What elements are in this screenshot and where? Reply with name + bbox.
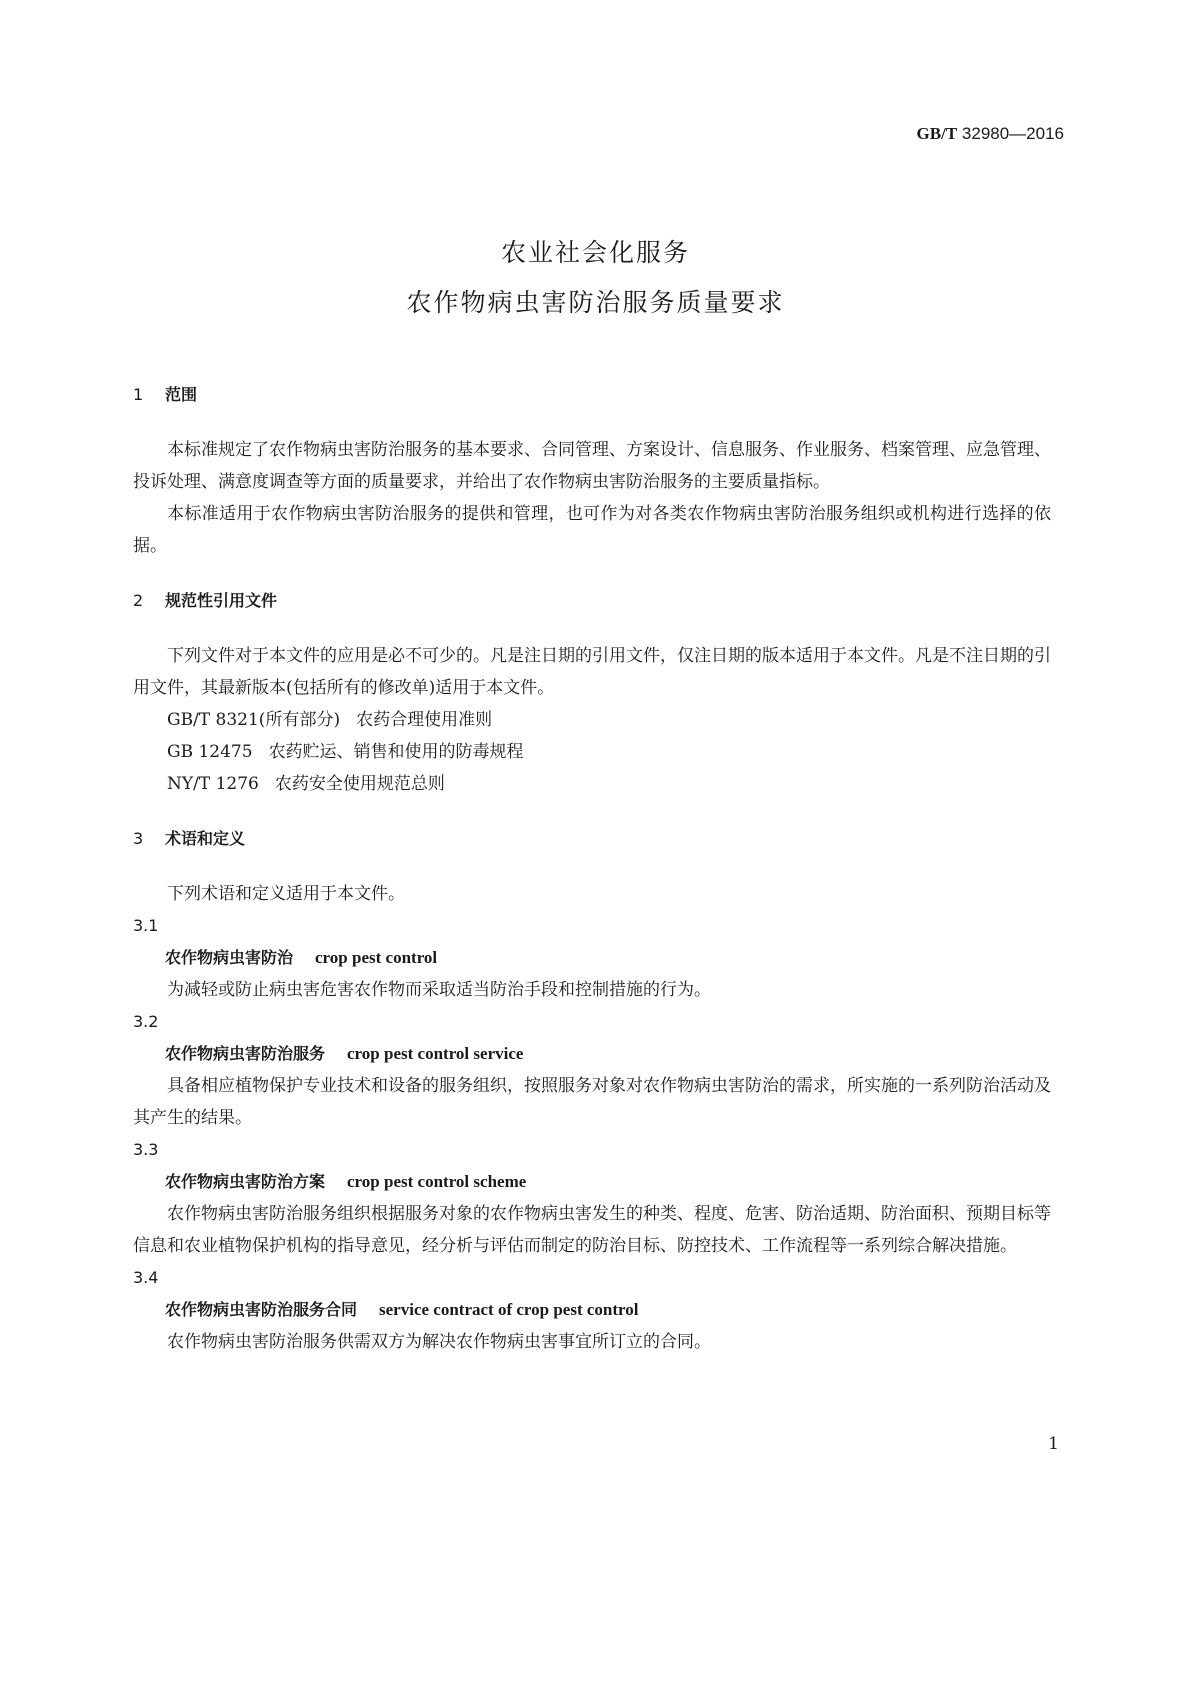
reference-code: GB 12475 (167, 742, 253, 762)
title-line-2: 农作物病虫害防治服务质量要求 (406, 288, 785, 317)
section-number: 1 (133, 385, 144, 404)
term-name-zh: 农作物病虫害防治 (165, 948, 294, 967)
section-heading-normative-references (133, 588, 1051, 614)
reference-title: 农药安全使用规范总则 (274, 774, 445, 794)
term-name-en: crop pest control service (347, 1044, 524, 1063)
paragraph: 本标准适用于农作物病虫害防治服务的提供和管理，也可作为对各类农作物病虫害防治服务组织或机构进行选择的依据。 (133, 504, 1051, 556)
term-name-en: crop pest control (315, 948, 438, 967)
term-name-en: service contract of crop pest control (379, 1300, 639, 1319)
reference-title: 农药贮运、销售和使用的防毒规程 (268, 742, 524, 762)
document-body (133, 382, 1051, 1358)
term-number: 3.4 (133, 1268, 159, 1287)
term-number: 3.1 (133, 916, 159, 935)
term-name-zh: 农作物病虫害防治服务合同 (165, 1300, 358, 1319)
term-name-en: crop pest control scheme (347, 1172, 527, 1191)
document-title (0, 228, 1191, 328)
reference-code: GB/T 8321(所有部分) (167, 710, 341, 730)
standard-number: 32980—2016 (961, 124, 1064, 143)
section-title: 规范性引用文件 (165, 591, 278, 610)
paragraph: 下列术语和定义适用于本文件。 (167, 884, 405, 904)
term-name (133, 942, 1051, 974)
term-definition: 农作物病虫害防治服务组织根据服务对象的农作物病虫害发生的种类、程度、危害、防治适期、防治面积、预期目标等信息和农业植物保护机构的指导意见，经分析与评估而制定的防治目标、防控技术、工作流程等一系列综合解决措施。 (133, 1204, 1051, 1256)
section-title: 术语和定义 (165, 829, 246, 848)
section-number: 2 (133, 591, 144, 610)
reference-item (133, 704, 1051, 736)
term-name (133, 1294, 1051, 1326)
reference-item (133, 736, 1051, 768)
reference-code: NY/T 1276 (167, 774, 259, 794)
page-number: 1 (1048, 1434, 1059, 1454)
paragraph: 本标准规定了农作物病虫害防治服务的基本要求、合同管理、方案设计、信息服务、作业服务、档案管理、应急管理、投诉处理、满意度调查等方面的质量要求，并给出了农作物病虫害防治服务的主要质量指标。 (133, 440, 1051, 492)
term-definition: 农作物病虫害防治服务供需双方为解决农作物病虫害事宜所订立的合同。 (167, 1332, 711, 1352)
term-definition: 具备相应植物保护专业技术和设备的服务组织，按照服务对象对农作物病虫害防治的需求，所实施的一系列防治活动及其产生的结果。 (133, 1076, 1051, 1128)
term-number: 3.3 (133, 1140, 159, 1159)
reference-item (133, 768, 1051, 800)
term-name (133, 1038, 1051, 1070)
section-heading-terms (133, 826, 1051, 852)
section-number: 3 (133, 829, 144, 848)
term-number: 3.2 (133, 1012, 159, 1031)
paragraph: 下列文件对于本文件的应用是必不可少的。凡是注日期的引用文件，仅注日期的版本适用于本文件。凡是不注日期的引用文件，其最新版本(包括所有的修改单)适用于本文件。 (133, 646, 1051, 698)
section-heading-scope (133, 382, 1051, 408)
standard-prefix: GB/T (916, 124, 958, 143)
term-name-zh: 农作物病虫害防治方案 (165, 1172, 326, 1191)
section-title: 范围 (165, 385, 198, 404)
term-name (133, 1166, 1051, 1198)
standard-code (917, 124, 1064, 144)
title-line-1: 农业社会化服务 (500, 238, 690, 267)
reference-title: 农药合理使用准则 (356, 710, 493, 730)
term-definition: 为减轻或防止病虫害危害农作物而采取适当防治手段和控制措施的行为。 (167, 980, 711, 1000)
term-name-zh: 农作物病虫害防治服务 (165, 1044, 326, 1063)
